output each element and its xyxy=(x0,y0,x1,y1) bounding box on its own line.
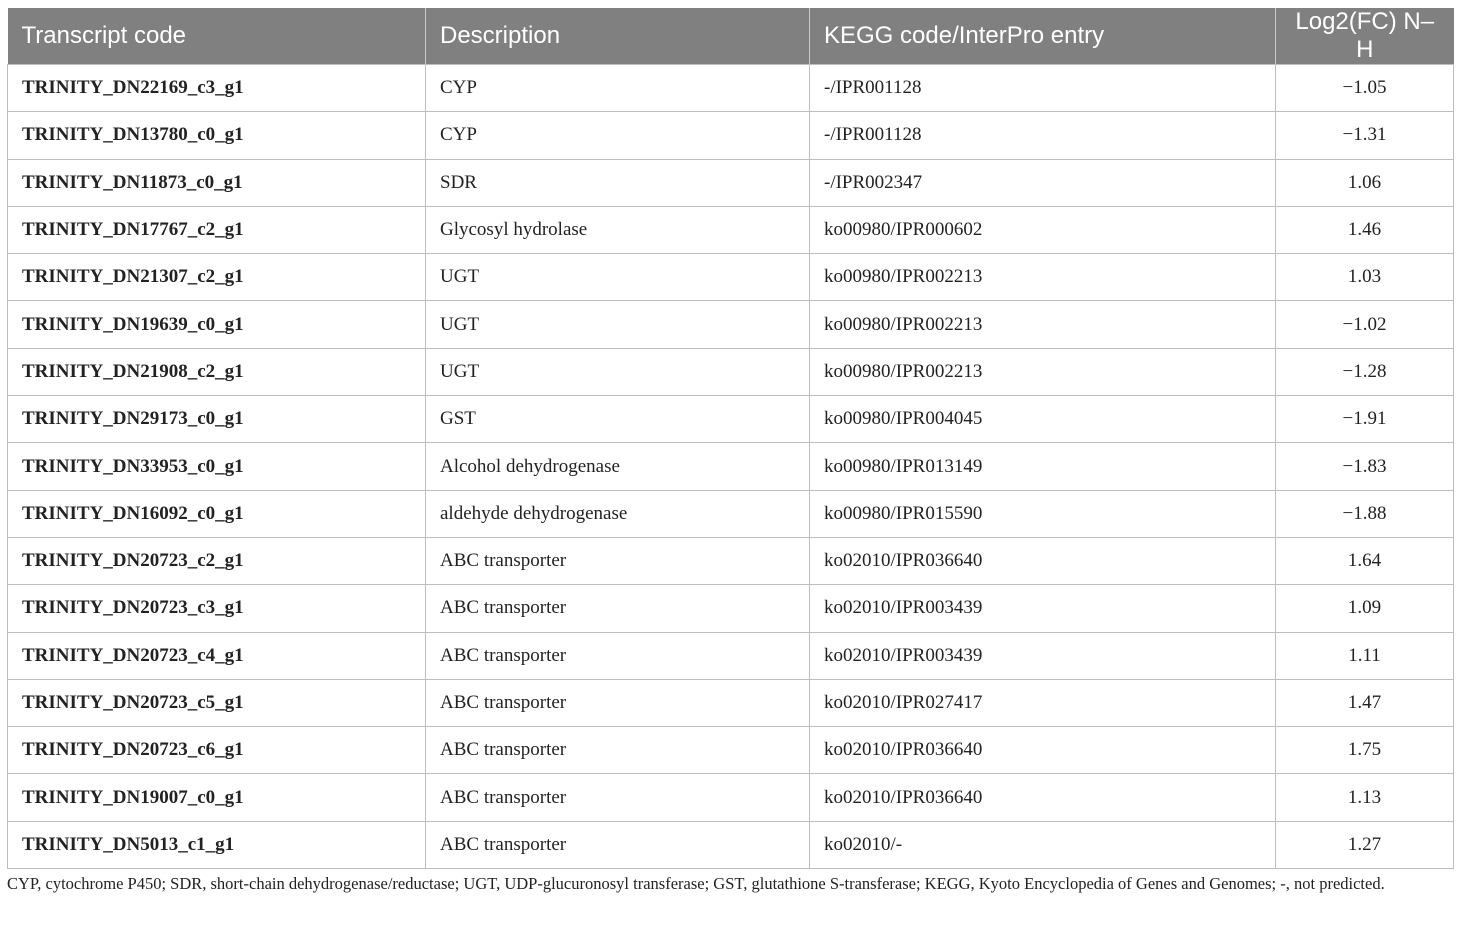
data-table xyxy=(7,8,1454,869)
cell-transcript-code: TRINITY_DN11873_c0_g1 xyxy=(8,159,426,206)
cell-kegg-interpro: -/IPR002347 xyxy=(810,159,1276,206)
cell-description: ABC transporter xyxy=(426,537,810,584)
table-row xyxy=(8,301,1454,348)
cell-log2fc: 1.09 xyxy=(1276,585,1454,632)
header-description: Description xyxy=(426,8,810,65)
cell-transcript-code: TRINITY_DN21307_c2_g1 xyxy=(8,254,426,301)
cell-transcript-code: TRINITY_DN22169_c3_g1 xyxy=(8,65,426,112)
table-footnote: CYP, cytochrome P450; SDR, short-chain dehydrogenase/reductase; UGT, UDP-glucuronosyl transferase; GST, glutathione S-transferase; KEGG, Kyoto Encyclopedia of Genes and Genomes; -, not predicted. xyxy=(7,874,1385,893)
table-row xyxy=(8,490,1454,537)
header-log2fc: Log2(FC) N–H xyxy=(1276,8,1454,65)
cell-kegg-interpro: ko02010/IPR003439 xyxy=(810,585,1276,632)
cell-description: CYP xyxy=(426,112,810,159)
header-transcript-code: Transcript code xyxy=(8,8,426,65)
table-row xyxy=(8,585,1454,632)
header-kegg-interpro: KEGG code/InterPro entry xyxy=(810,8,1276,65)
cell-kegg-interpro: -/IPR001128 xyxy=(810,65,1276,112)
table-row xyxy=(8,727,1454,774)
cell-description: ABC transporter xyxy=(426,774,810,821)
cell-description: Glycosyl hydrolase xyxy=(426,206,810,253)
cell-log2fc: 1.03 xyxy=(1276,254,1454,301)
cell-log2fc: −1.83 xyxy=(1276,443,1454,490)
cell-transcript-code: TRINITY_DN20723_c5_g1 xyxy=(8,679,426,726)
cell-transcript-code: TRINITY_DN29173_c0_g1 xyxy=(8,396,426,443)
cell-kegg-interpro: ko02010/- xyxy=(810,821,1276,868)
cell-transcript-code: TRINITY_DN17767_c2_g1 xyxy=(8,206,426,253)
table-row xyxy=(8,348,1454,395)
cell-log2fc: 1.46 xyxy=(1276,206,1454,253)
table-row xyxy=(8,112,1454,159)
cell-log2fc: −1.28 xyxy=(1276,348,1454,395)
cell-transcript-code: TRINITY_DN20723_c3_g1 xyxy=(8,585,426,632)
cell-log2fc: 1.27 xyxy=(1276,821,1454,868)
cell-description: ABC transporter xyxy=(426,727,810,774)
cell-kegg-interpro: ko02010/IPR036640 xyxy=(810,727,1276,774)
cell-kegg-interpro: -/IPR001128 xyxy=(810,112,1276,159)
table-row xyxy=(8,443,1454,490)
cell-transcript-code: TRINITY_DN19007_c0_g1 xyxy=(8,774,426,821)
cell-kegg-interpro: ko02010/IPR036640 xyxy=(810,774,1276,821)
cell-log2fc: 1.11 xyxy=(1276,632,1454,679)
header-row xyxy=(8,8,1454,65)
table-row xyxy=(8,821,1454,868)
cell-transcript-code: TRINITY_DN20723_c4_g1 xyxy=(8,632,426,679)
cell-kegg-interpro: ko00980/IPR002213 xyxy=(810,254,1276,301)
cell-description: ABC transporter xyxy=(426,585,810,632)
table-row xyxy=(8,206,1454,253)
cell-transcript-code: TRINITY_DN16092_c0_g1 xyxy=(8,490,426,537)
cell-description: ABC transporter xyxy=(426,632,810,679)
cell-description: aldehyde dehydrogenase xyxy=(426,490,810,537)
cell-description: UGT xyxy=(426,254,810,301)
table-row xyxy=(8,632,1454,679)
cell-log2fc: 1.64 xyxy=(1276,537,1454,584)
cell-transcript-code: TRINITY_DN20723_c2_g1 xyxy=(8,537,426,584)
cell-kegg-interpro: ko00980/IPR002213 xyxy=(810,301,1276,348)
cell-log2fc: 1.47 xyxy=(1276,679,1454,726)
cell-log2fc: 1.75 xyxy=(1276,727,1454,774)
cell-log2fc: −1.88 xyxy=(1276,490,1454,537)
cell-kegg-interpro: ko02010/IPR003439 xyxy=(810,632,1276,679)
cell-description: GST xyxy=(426,396,810,443)
cell-description: SDR xyxy=(426,159,810,206)
cell-transcript-code: TRINITY_DN19639_c0_g1 xyxy=(8,301,426,348)
cell-transcript-code: TRINITY_DN21908_c2_g1 xyxy=(8,348,426,395)
cell-description: UGT xyxy=(426,301,810,348)
table-body xyxy=(8,65,1454,869)
table-row xyxy=(8,396,1454,443)
cell-description: ABC transporter xyxy=(426,679,810,726)
table-row xyxy=(8,774,1454,821)
table-row xyxy=(8,159,1454,206)
cell-transcript-code: TRINITY_DN20723_c6_g1 xyxy=(8,727,426,774)
cell-log2fc: −1.91 xyxy=(1276,396,1454,443)
cell-log2fc: 1.13 xyxy=(1276,774,1454,821)
cell-description: UGT xyxy=(426,348,810,395)
data-table-container xyxy=(7,8,1453,869)
cell-log2fc: 1.06 xyxy=(1276,159,1454,206)
cell-transcript-code: TRINITY_DN33953_c0_g1 xyxy=(8,443,426,490)
table-row xyxy=(8,65,1454,112)
cell-description: CYP xyxy=(426,65,810,112)
cell-log2fc: −1.05 xyxy=(1276,65,1454,112)
cell-description: ABC transporter xyxy=(426,821,810,868)
cell-kegg-interpro: ko00980/IPR013149 xyxy=(810,443,1276,490)
cell-kegg-interpro: ko00980/IPR002213 xyxy=(810,348,1276,395)
cell-kegg-interpro: ko02010/IPR036640 xyxy=(810,537,1276,584)
table-row xyxy=(8,537,1454,584)
cell-transcript-code: TRINITY_DN5013_c1_g1 xyxy=(8,821,426,868)
cell-log2fc: −1.31 xyxy=(1276,112,1454,159)
cell-description: Alcohol dehydrogenase xyxy=(426,443,810,490)
cell-transcript-code: TRINITY_DN13780_c0_g1 xyxy=(8,112,426,159)
cell-kegg-interpro: ko00980/IPR015590 xyxy=(810,490,1276,537)
table-header xyxy=(8,8,1454,65)
table-row xyxy=(8,254,1454,301)
cell-kegg-interpro: ko02010/IPR027417 xyxy=(810,679,1276,726)
cell-log2fc: −1.02 xyxy=(1276,301,1454,348)
cell-kegg-interpro: ko00980/IPR004045 xyxy=(810,396,1276,443)
table-row xyxy=(8,679,1454,726)
cell-kegg-interpro: ko00980/IPR000602 xyxy=(810,206,1276,253)
